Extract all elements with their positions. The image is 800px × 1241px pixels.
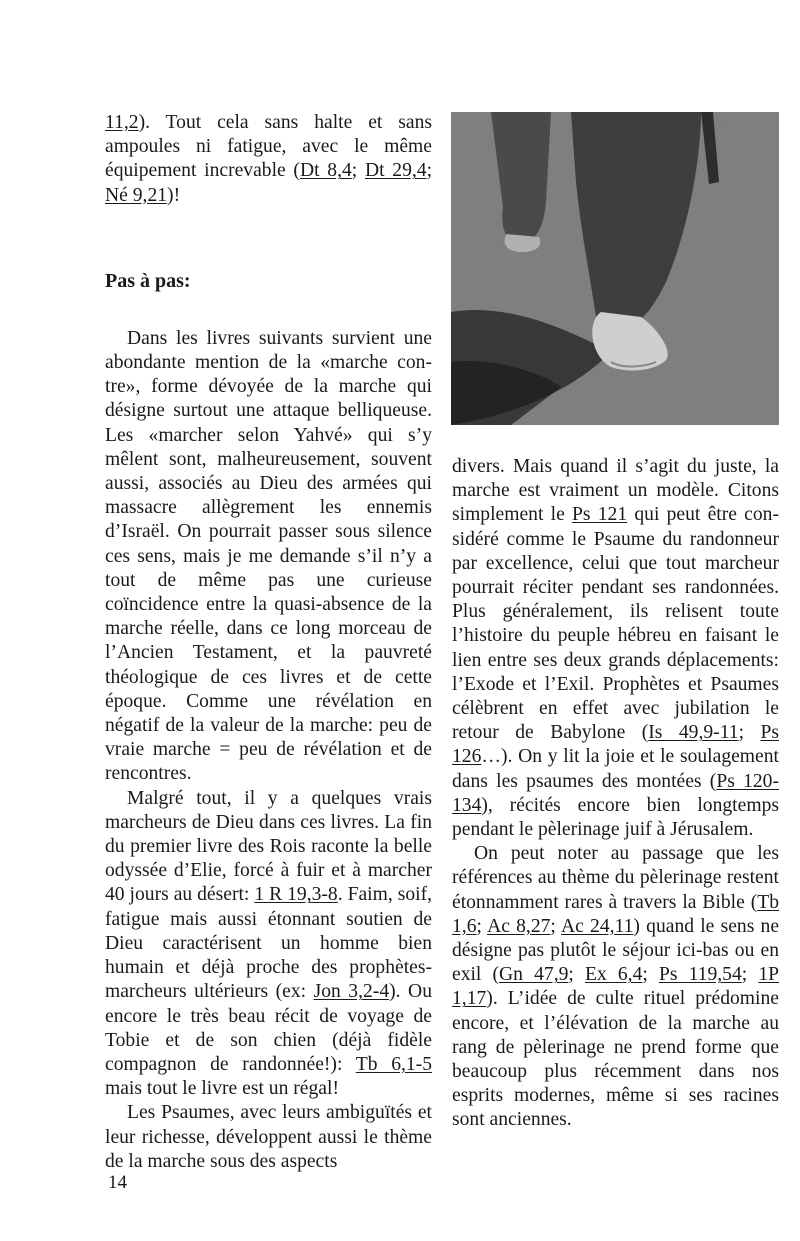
page-number: 14 bbox=[108, 1172, 127, 1193]
section-heading: Pas à pas: bbox=[105, 269, 191, 292]
bible-reference[interactable]: Ps 120-134 bbox=[452, 770, 779, 816]
bible-reference[interactable]: 1 R 19,3-8 bbox=[254, 884, 338, 906]
left-column bbox=[105, 111, 432, 1174]
bible-reference[interactable]: Ps 126 bbox=[452, 722, 780, 768]
bible-reference[interactable]: Ps 121 bbox=[572, 504, 628, 526]
bible-reference[interactable]: Ps 119,54 bbox=[658, 964, 742, 986]
bible-reference[interactable]: Ac 24,11 bbox=[561, 915, 634, 937]
bible-reference[interactable]: 1P 1,17 bbox=[452, 964, 780, 1010]
photo-illustration bbox=[451, 112, 779, 425]
bible-reference[interactable]: Jon 3,2-4 bbox=[313, 981, 390, 1003]
paragraph-continuation: 11,2). Tout cela sans halte et sans ampoules ni fatigue, avec le même équipement increvable (Dt 8,4; Dt 29,4; Né 9,21)! bbox=[105, 112, 433, 206]
bible-reference[interactable]: Ac 8,27 bbox=[487, 915, 551, 937]
paragraph: Dans les livres suivants survient une abondante mention de la «marche contre», forme dévoyée de la marche qui désigne surtout une attaque belliqueuse. Les «marcher selon Yahvé» qui s’y mêlent sont, malheureusement, souvent aussi, associés au Dieu des armées qui massacre allègrement les ennemis d’Israël. On pourrait passer sous silence ces sens, mais je me demande s’il n’y a tout de même pas une curieuse coïncidence entre la quasi-absence de la marche réelle, dans ce long morceau de l’Ancien Testament, et la pauvreté théologique de ces livres et de cette époque. Comme une révélation en négatif de la valeur de la marche: peu de vraie marche = peu de révélation et de rencontres. bbox=[105, 327, 432, 785]
paragraph: Malgré tout, il y a quelques vrais marcheurs de Dieu dans ces livres. La fin du premier livre des Rois raconte la belle odyssée d’Elie, forcé à fuir et à marcher 40 jours au désert: 1 R 19,3-8. Faim, soif, fatigue mais aussi étonnant soutien de Dieu caractérisent un homme bien humain et déjà proche des prophètes-marcheurs ultérieurs (ex: Jon 3,2-4). Ou encore le très beau récit de voyage de Tobie et de son chien (déjà fidèle compagnon de randonnée!): Tb 6,1-5 mais tout le livre est un régal! bbox=[105, 787, 433, 1100]
bible-reference[interactable]: Tb 1,6 bbox=[452, 891, 779, 937]
bible-reference[interactable]: Gn 47,9 bbox=[499, 964, 569, 986]
bible-reference[interactable]: Ex 6,4 bbox=[584, 964, 643, 986]
paragraph: On peut noter au passage que les références au thème du pèlerinage restent étonnamment rares à travers la Bible (Tb 1,6; Ac 8,27; Ac 24,11) quand le sens ne désigne pas plutôt le séjour ici-bas ou en exil (Gn 47,9; Ex 6,4; Ps 119,54; 1P 1,17). L’idée de culte rituel prédomine encore, et l’élévation de la marche au rang de pèlerinage ne prend forme que beaucoup plus récemment dans nos esprits modernes, même si ses racines sont anciennes. bbox=[452, 843, 780, 1131]
right-column bbox=[452, 455, 779, 1133]
bible-reference[interactable]: Dt 8,4 bbox=[299, 160, 352, 182]
bible-reference[interactable]: Is 49,9-11 bbox=[648, 722, 739, 744]
paragraph: divers. Mais quand il s’agit du juste, la marche est vraiment un modèle. Citons simplement le Ps 121 qui peut être considéré comme le Psaume du randonneur par excellence, celui que tout marcheur pourrait réciter pendant ses randonnées. Plus généralement, ils relisent toute l’histoire du peuple hébreu en faisant le lien entre ses deux grands déplacements: l’Exode et l’Exil. Prophètes et Psaumes célèbrent en effet avec jubilation le retour de Babylone (Is 49,9-11; Ps 126…). On y lit la joie et le soulagement dans les psaumes des montées (Ps 120-134), récités encore bien longtemps pendant le pèlerinage juif à Jérusalem. bbox=[452, 456, 780, 841]
photo-bare-feet-walking bbox=[451, 112, 779, 425]
bible-reference[interactable]: Dt 29,4 bbox=[364, 160, 427, 182]
paragraph: Les Psaumes, avec leurs ambiguïtés et leur richesse, développent aussi le thème de la marche sous des aspects bbox=[105, 1102, 432, 1172]
bible-reference[interactable]: Né 9,21 bbox=[105, 184, 168, 206]
bible-reference[interactable]: 11,2 bbox=[105, 112, 139, 133]
bible-reference[interactable]: Tb 6,1-5 bbox=[355, 1053, 433, 1075]
